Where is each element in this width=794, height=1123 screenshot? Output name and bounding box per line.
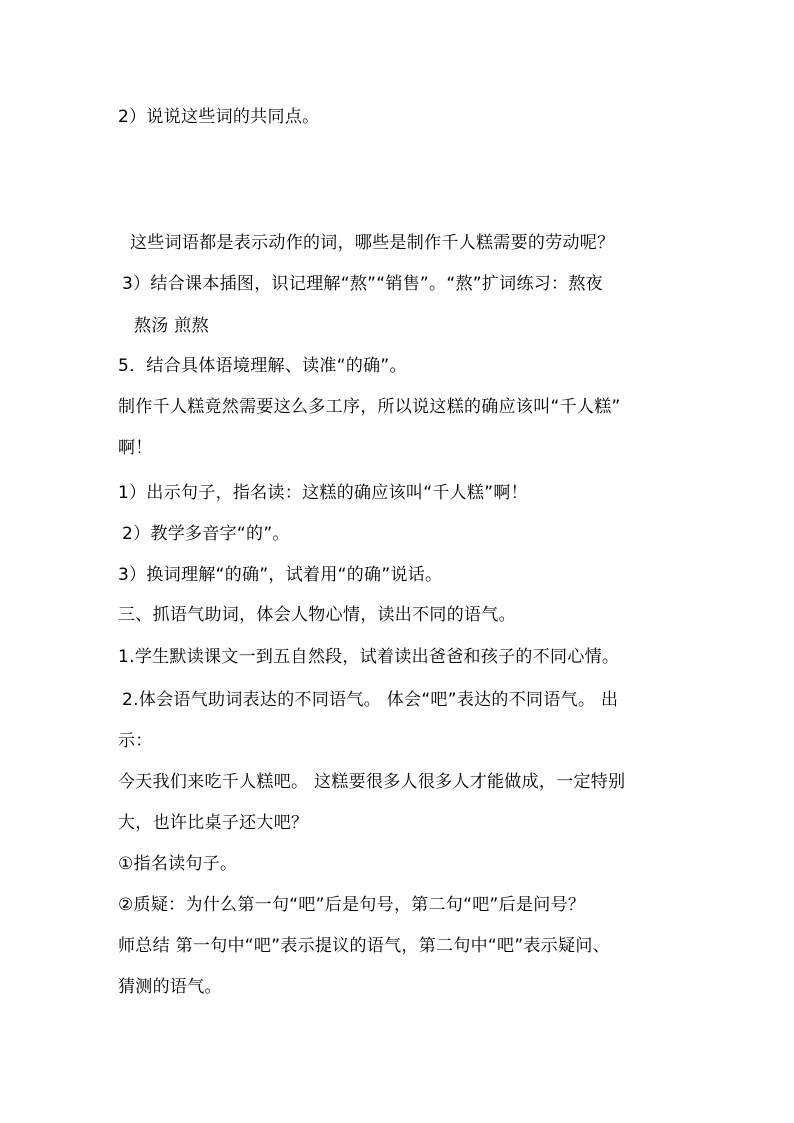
text-line: 今天我们来吃千人糕吧。 这糕要很多人很多人才能做成，一定特别 — [118, 772, 626, 792]
text-line: 5．结合具体语境理解、读准“的确”。 — [118, 356, 407, 376]
text-line: 示： — [118, 731, 153, 751]
text-line: 三、抓语气助词，体会人物心情，读出不同的语气。 — [118, 605, 516, 625]
text-line: 猜测的语气。 — [118, 977, 222, 997]
text-line: 啊！ — [118, 438, 153, 458]
text-line: 3）换词理解“的确”，试着用“的确”说话。 — [118, 565, 443, 585]
text-line: 2.体会语气助词表达的不同语气。 体会“吧”表达的不同语气。 出 — [122, 690, 619, 710]
text-line: 3）结合课本插图，识记理解“熬”“销售”。“熬”扩词练习：熬夜 — [122, 274, 603, 294]
text-line: 2）教学多音字“的”。 — [122, 524, 290, 544]
text-line: 这些词语都是表示动作的词，哪些是制作千人糕需要的劳动呢？ — [130, 233, 615, 253]
text-line: ①指名读句子。 — [118, 854, 238, 874]
text-line: 大，也许比桌子还大吧？ — [118, 813, 309, 833]
text-line: 师总结 第一句中“吧”表示提议的语气，第二句中“吧”表示疑问、 — [118, 936, 610, 956]
text-line: 1.学生默读课文一到五自然段，试着读出爸爸和孩子的不同心情。 — [118, 647, 620, 667]
text-line: ②质疑：为什么第一句“吧”后是句号，第二句“吧”后是问号？ — [118, 895, 586, 915]
text-line: 制作千人糕竟然需要这么多工序，所以说这糕的确应该叫“千人糕” — [118, 397, 621, 417]
text-line: 熬汤 煎熬 — [134, 316, 209, 336]
text-line: 2）说说这些词的共同点。 — [118, 107, 320, 127]
text-line: 1）出示句子，指名读：这糕的确应该叫“千人糕”啊！ — [118, 483, 528, 503]
